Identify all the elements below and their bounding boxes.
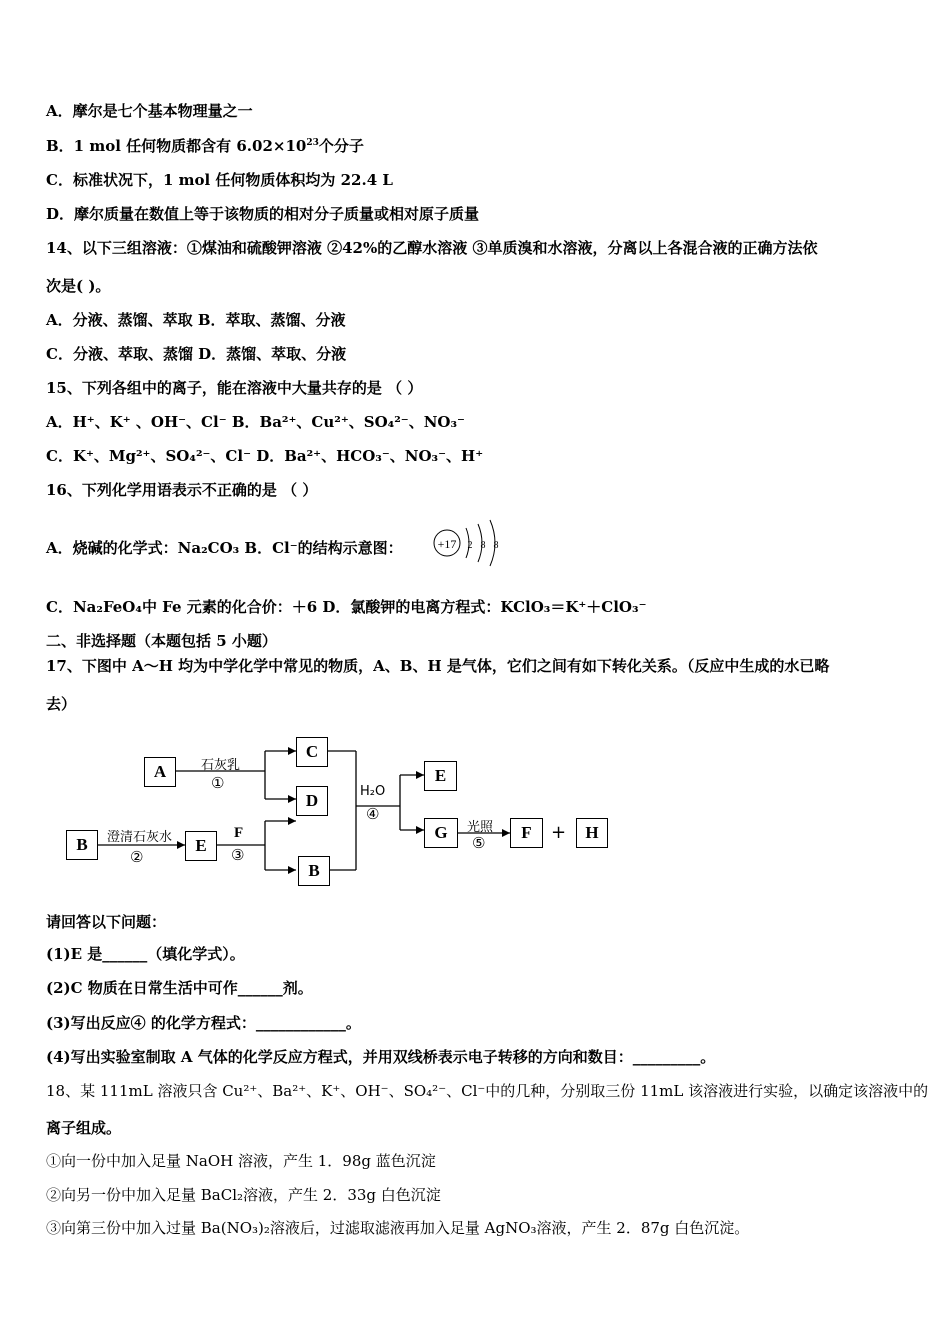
q17-stem-line1: 17、下图中 A～H 均为中学化学中常见的物质，A、B、H 是气体，它们之间有如下转化关系。（反应中生成的水已略 bbox=[46, 657, 830, 675]
plus-sign: + bbox=[551, 822, 567, 843]
q18-stem-line1: 18、某 111mL 溶液只含 Cu²⁺、Ba²⁺、K⁺、OH⁻、SO₄²⁻、Cl⁻中的几种，分别取三份 11mL 该溶液进行实验，以确定该溶液中的 bbox=[46, 1082, 929, 1100]
box-a: A bbox=[144, 757, 176, 787]
label-guangzhao: 光照 bbox=[467, 820, 494, 835]
q17-sub-4: (4)写出实验室制取 A 气体的化学反应方程式，并用双线桥表示电子转移的方向和数目：_________。 bbox=[46, 1048, 716, 1066]
nucleus-charge: +17 bbox=[437, 537, 457, 551]
shell-electrons-2: 8 bbox=[480, 540, 486, 551]
q17-sub-1: (1)E 是______（填化学式）。 bbox=[46, 945, 245, 963]
q17-sub-2: (2)C 物质在日常生活中可作______剂。 bbox=[46, 979, 313, 997]
q13-option-d: D．摩尔质量在数值上等于该物质的相对分子质量或相对原子质量 bbox=[46, 205, 480, 223]
box-h: H bbox=[576, 818, 608, 848]
q17-sub-3: (3)写出反应④ 的化学方程式：____________。 bbox=[46, 1014, 361, 1032]
q17-stem-line2: 去） bbox=[46, 695, 77, 713]
q13-option-b-exp: 23 bbox=[306, 138, 319, 148]
box-c: C bbox=[296, 737, 328, 767]
label-f-reagent: F bbox=[234, 825, 244, 841]
shell-electrons-1: 2 bbox=[467, 540, 473, 551]
label-reaction-3: ③ bbox=[231, 846, 245, 864]
box-e-right: E bbox=[424, 761, 457, 791]
label-chengqing: 澄清石灰水 bbox=[107, 830, 173, 845]
q14-options-ab: A．分液、蒸馏、萃取 B．萃取、蒸馏、分液 bbox=[46, 311, 346, 329]
box-b-left: B bbox=[66, 830, 98, 860]
box-e-left: E bbox=[185, 831, 217, 861]
label-reaction-1: ① bbox=[211, 774, 225, 792]
section-heading: 二、非选择题（本题包括 5 小题） bbox=[46, 632, 277, 650]
q18-step-3: ③向第三份中加入过量 Ba(NO₃)₂溶液后，过滤取滤液再加入足量 AgNO₃溶液，产生 2．87g 白色沉淀。 bbox=[46, 1219, 750, 1237]
box-g: G bbox=[424, 818, 458, 848]
q15-stem: 15、下列各组中的离子，能在溶液中大量共存的是 （ ） bbox=[46, 379, 423, 397]
q13-option-a: A．摩尔是七个基本物理量之一 bbox=[46, 102, 253, 120]
box-b-right: B bbox=[298, 856, 330, 886]
q16-options-ab: A．烧碱的化学式：Na₂CO₃ B．Cl⁻的结构示意图： bbox=[46, 539, 403, 557]
label-h2o: H₂O bbox=[360, 784, 386, 799]
q14-stem-line1: 14、以下三组溶液：①煤油和硫酸钾溶液 ②42%的乙醇水溶液 ③单质溴和水溶液，分离以上各混合液的正确方法依 bbox=[46, 239, 818, 257]
q15-options-cd: C．K⁺、Mg²⁺、SO₄²⁻、Cl⁻ D．Ba²⁺、HCO₃⁻、NO₃⁻、H⁺ bbox=[46, 447, 484, 465]
q16-options-cd: C．Na₂FeO₄中 Fe 元素的化合价：＋6 D．氯酸钾的电离方程式：KClO₃＝K⁺＋ClO₃⁻ bbox=[46, 598, 647, 616]
q18-step-1: ①向一份中加入足量 NaOH 溶液，产生 1．98g 蓝色沉淀 bbox=[46, 1152, 436, 1170]
label-shihuiru: 石灰乳 bbox=[201, 758, 241, 773]
q14-options-cd: C．分液、萃取、蒸馏 D．蒸馏、萃取、分液 bbox=[46, 345, 347, 363]
q13-option-c: C．标准状况下，1 mol 任何物质体积均为 22.4 L bbox=[46, 171, 393, 189]
box-f: F bbox=[510, 818, 543, 848]
q13-option-b-post: 个分子 bbox=[318, 137, 364, 155]
label-reaction-4: ④ bbox=[366, 805, 380, 823]
q17-prompt: 请回答以下问题： bbox=[46, 913, 167, 931]
label-reaction-5: ⑤ bbox=[472, 834, 486, 852]
q16-stem: 16、下列化学用语表示不正确的是 （ ） bbox=[46, 481, 318, 499]
box-d: D bbox=[296, 786, 328, 816]
label-reaction-2: ② bbox=[130, 848, 144, 866]
shell-electrons-3: 8 bbox=[493, 540, 499, 551]
q18-step-2: ②向另一份中加入足量 BaCl₂溶液，产生 2．33g 白色沉淀 bbox=[46, 1186, 441, 1204]
q18-stem-line2: 离子组成。 bbox=[46, 1119, 122, 1137]
q14-stem-line2: 次是( )。 bbox=[46, 277, 111, 295]
q13-option-b-pre: B．1 mol 任何物质都含有 6.02×10 bbox=[46, 137, 307, 155]
q15-options-ab: A．H⁺、K⁺ 、OH⁻、Cl⁻ B．Ba²⁺、Cu²⁺、SO₄²⁻、NO₃⁻ bbox=[46, 413, 465, 431]
